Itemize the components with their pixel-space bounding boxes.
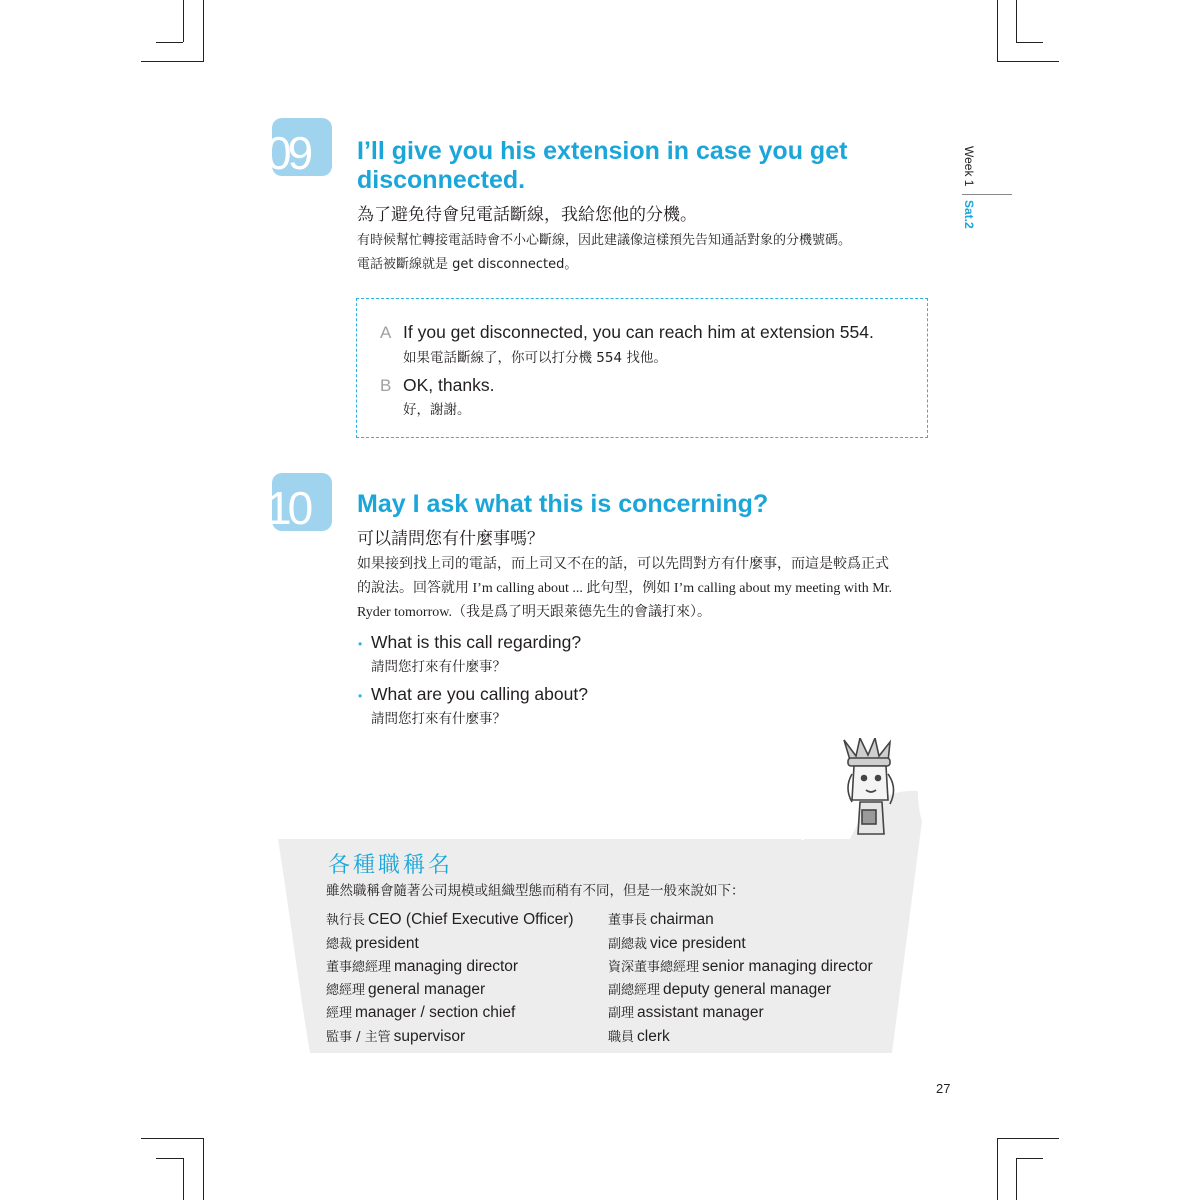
dialog-speaker-a: A bbox=[380, 323, 392, 342]
side-tab-day: Sat.2 bbox=[962, 200, 976, 229]
section-heading-line2: disconnected. bbox=[357, 166, 526, 194]
page-number: 27 bbox=[936, 1081, 951, 1096]
job-title-row: 副總經理 deputy general manager bbox=[608, 981, 832, 998]
section-note-line2: 的說法。回答就用 I’m calling about ... 此句型，例如 I’m calling about my meeting with Mr. bbox=[357, 581, 893, 596]
dialog-line-a-zh: 如果電話斷線了，你可以打分機 554 找他。 bbox=[403, 350, 667, 366]
job-title-row: 總經理 general manager bbox=[326, 981, 486, 998]
alternative-en: What are you calling about? bbox=[371, 684, 588, 704]
section-translation: 可以請問您有什麼事嗎？ bbox=[357, 529, 544, 549]
statue-of-liberty-illustration bbox=[838, 738, 906, 838]
section-translation: 為了避免待會兒電話斷線，我給您他的分機。 bbox=[357, 205, 697, 225]
section-heading: May I ask what this is concerning? bbox=[357, 490, 769, 518]
dialog-speaker-b: B bbox=[380, 376, 392, 395]
job-title-row: 副理 assistant manager bbox=[608, 1004, 764, 1021]
section-note-line1: 如果接到找上司的電話，而上司又不在的話，可以先問對方有什麼事，而這是較爲正式 bbox=[357, 557, 889, 572]
job-title-row: 董事長 chairman bbox=[608, 911, 714, 928]
section-note-line2: 電話被斷線就是 get disconnected。 bbox=[357, 257, 578, 272]
dialog-line-b-zh: 好，謝謝。 bbox=[403, 402, 471, 418]
section-number: 10 bbox=[266, 482, 310, 534]
alternative-en: What is this call regarding? bbox=[371, 632, 582, 652]
bullet-icon: • bbox=[358, 637, 363, 651]
job-titles-heading: 各種職稱名 bbox=[328, 853, 454, 878]
alternative-zh: 請問您打來有什麼事？ bbox=[371, 711, 506, 727]
section-number: 09 bbox=[266, 127, 310, 179]
section-note-line3: Ryder tomorrow.（我是爲了明天跟萊德先生的會議打來）。 bbox=[357, 605, 711, 620]
job-title-row: 副總裁 vice president bbox=[608, 935, 746, 952]
section-note-line1: 有時候幫忙轉接電話時會不小心斷線，因此建議像這樣預先告知通話對象的分機號碼。 bbox=[357, 233, 852, 248]
job-title-row: 經理 manager / section chief bbox=[326, 1004, 516, 1021]
side-tab-week: Week 1 bbox=[962, 146, 976, 187]
job-titles-intro: 雖然職稱會隨著公司規模或組織型態而稍有不同，但是一般來說如下： bbox=[326, 883, 745, 899]
section-heading-line1: I’ll give you his extension in case you get bbox=[357, 137, 848, 165]
alternative-zh: 請問您打來有什麼事？ bbox=[371, 659, 506, 675]
bullet-icon: • bbox=[358, 689, 363, 703]
job-title-row: 監事 / 主管 supervisor bbox=[326, 1028, 466, 1045]
job-title-row: 董事總經理 managing director bbox=[326, 958, 519, 975]
dialog-line-b-en: OK, thanks. bbox=[403, 375, 495, 395]
dialog-line-a-en: If you get disconnected, you can reach him at extension 554. bbox=[403, 322, 874, 342]
job-title-row: 資深董事總經理 senior managing director bbox=[608, 958, 873, 975]
job-title-row: 執行長 CEO (Chief Executive Officer) bbox=[326, 911, 574, 928]
job-title-row: 總裁 president bbox=[326, 935, 419, 952]
job-title-row: 職員 clerk bbox=[608, 1028, 670, 1045]
side-tab-divider bbox=[962, 194, 1012, 195]
